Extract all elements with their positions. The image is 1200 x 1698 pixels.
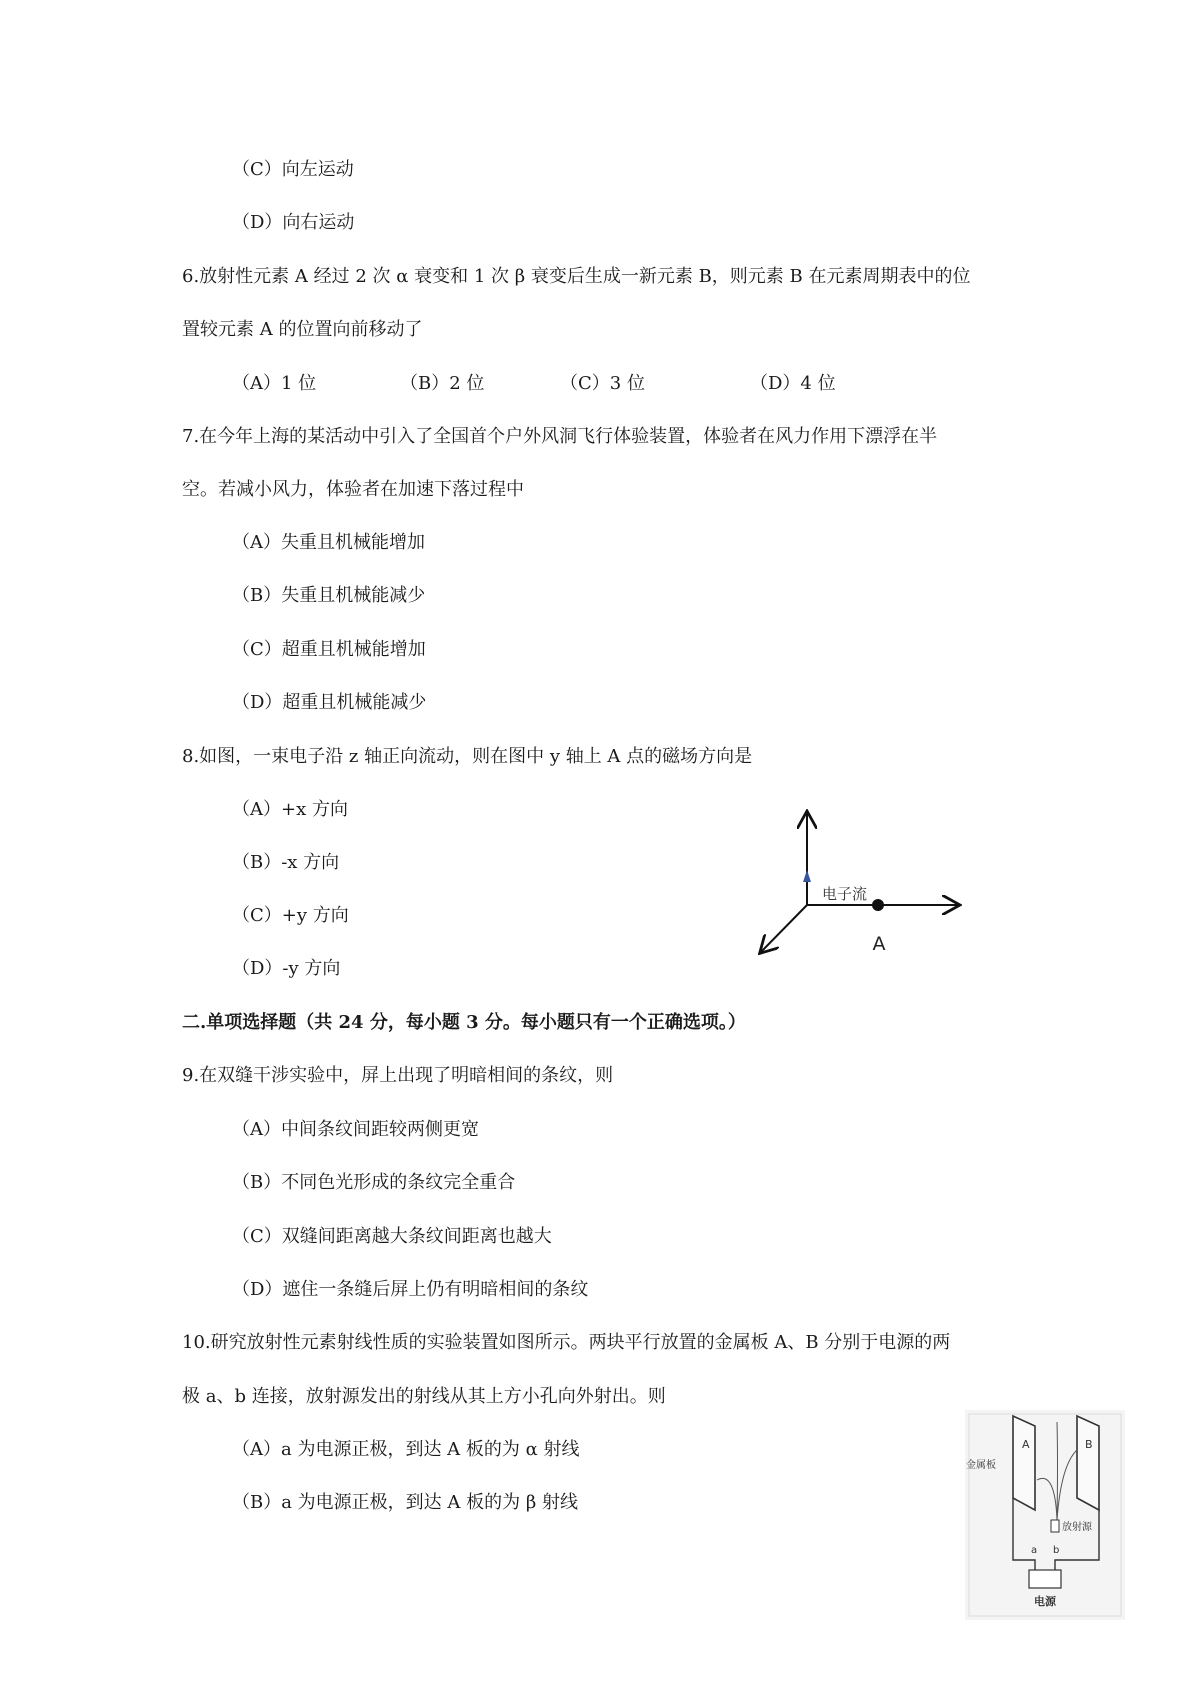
metal-plate-label: 金属板 — [966, 1460, 996, 1471]
power-label: 电源 — [1034, 1595, 1056, 1608]
q6-option-d: （D）4 位 — [750, 373, 836, 394]
terminal-b-label: b — [1053, 1545, 1060, 1556]
plate-b — [1077, 1416, 1099, 1510]
q9-stem: 9.在双缝干涉实验中，屏上出现了明暗相间的条纹，则 — [182, 1065, 614, 1086]
q7-stem-line1: 7.在今年上海的某活动中引入了全国首个户外风洞飞行体验装置，体验者在风力作用下漂浮在半 — [182, 426, 938, 447]
q5-option-c: （C）向左运动 — [232, 159, 354, 180]
q8-option-c: （C）+y 方向 — [232, 905, 349, 926]
section-2-heading: 二.单项选择题（共 24 分，每小题 3 分。每小题只有一个正确选项。） — [182, 1012, 746, 1033]
q6-option-b: （B）2 位 — [400, 373, 485, 394]
beam-label: 电子流 — [822, 885, 868, 903]
q6-option-c: （C）3 位 — [560, 373, 645, 394]
q8-axis-figure — [740, 795, 980, 965]
q10-stem-line1: 10.研究放射性元素射线性质的实验装置如图所示。两块平行放置的金属板 A、B 分别于电源的两 — [182, 1332, 951, 1353]
q6-option-a: （A）1 位 — [232, 373, 317, 394]
q10-stem-line2: 极 a、b 连接，放射源发出的射线从其上方小孔向外射出。则 — [182, 1386, 666, 1407]
terminal-a-label: a — [1031, 1545, 1038, 1556]
ray-straight — [1057, 1422, 1058, 1520]
point-a-dot — [872, 899, 884, 911]
q7-option-c: （C）超重且机械能增加 — [232, 639, 426, 660]
q9-option-a: （A）中间条纹间距较两侧更宽 — [232, 1119, 479, 1140]
q10-apparatus-figure — [965, 1410, 1125, 1620]
z-axis-line — [761, 905, 807, 952]
q8-option-a: （A）+x 方向 — [232, 799, 348, 820]
q7-option-b: （B）失重且机械能减少 — [232, 585, 426, 606]
q8-option-b: （B）-x 方向 — [232, 852, 340, 873]
q9-option-b: （B）不同色光形成的条纹完全重合 — [232, 1172, 516, 1193]
q8-option-d: （D）-y 方向 — [232, 958, 341, 979]
source-label: 放射源 — [1062, 1522, 1092, 1533]
q7-stem-line2: 空。若减小风力，体验者在加速下落过程中 — [182, 479, 524, 500]
beam-arrow-icon — [803, 870, 811, 882]
power-supply-box — [1029, 1570, 1061, 1588]
q6-stem-line2: 置较元素 A 的位置向前移动了 — [182, 319, 423, 340]
q6-stem-line1: 6.放射性元素 A 经过 2 次 α 衰变和 1 次 β 衰变后生成一新元素 B，则元素 B 在元素周期表中的位 — [182, 266, 971, 287]
plate-a-label: A — [1022, 1438, 1030, 1451]
q10-option-b: （B）a 为电源正极，到达 A 板的为 β 射线 — [232, 1492, 578, 1513]
q9-option-c: （C）双缝间距离越大条纹间距离也越大 — [232, 1226, 552, 1247]
point-a-label: A — [872, 933, 886, 955]
q7-option-a: （A）失重且机械能增加 — [232, 532, 425, 553]
q8-stem: 8.如图，一束电子沿 z 轴正向流动，则在图中 y 轴上 A 点的磁场方向是 — [182, 746, 753, 767]
plate-b-label: B — [1085, 1438, 1093, 1451]
plate-a — [1013, 1416, 1035, 1510]
q7-option-d: （D）超重且机械能减少 — [232, 692, 427, 713]
q9-option-d: （D）遮住一条缝后屏上仍有明暗相间的条纹 — [232, 1279, 589, 1300]
q10-option-a: （A）a 为电源正极，到达 A 板的为 α 射线 — [232, 1439, 580, 1460]
q5-option-d: （D）向右运动 — [232, 212, 355, 233]
source-box — [1051, 1520, 1059, 1532]
